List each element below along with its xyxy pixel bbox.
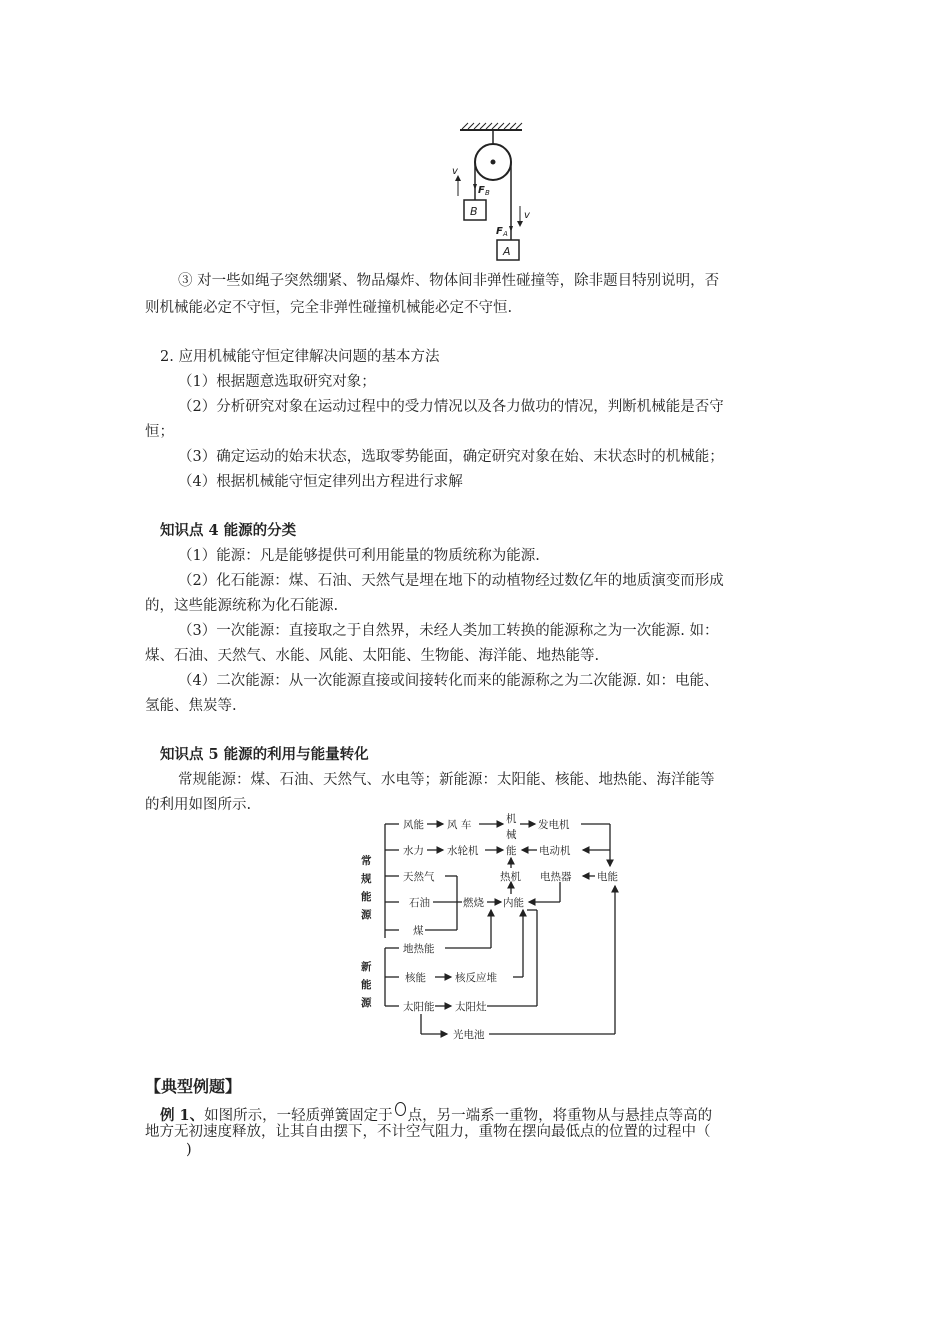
- node-turbine: 水轮机: [447, 845, 479, 857]
- node-motor: 电动机: [539, 845, 571, 857]
- kp5-title: 知识点 5 能源的利用与能量转化: [160, 746, 369, 763]
- node-windmill: 风 车: [447, 819, 472, 831]
- node-generator: 发电机: [538, 819, 570, 831]
- conv-label-0: 常: [361, 855, 372, 867]
- node-solar-stove: 太阳灶: [455, 1001, 487, 1013]
- para3-line2: 则机械能必定不守恒，完全非弹性碰撞机械能必定不守恒.: [145, 300, 513, 316]
- node-heat-engine: 热机: [500, 871, 521, 883]
- pulley-figure: [440, 122, 530, 264]
- section2-item2b: 恒；: [145, 424, 174, 440]
- para3-line1: ③ 对一些如绳子突然绷紧、物品爆炸、物体间非弹性碰撞等，除非题目特别说明，否: [178, 273, 720, 289]
- example1-text-b: 点，另一端系一重物，将重物从与悬挂点等高的: [407, 1108, 713, 1124]
- example1-line2: 地方无初速度释放，让其自由摆下，不计空气阻力，重物在摆向最低点的位置的过程中（: [145, 1124, 711, 1140]
- kp4-title: 知识点 4 能源的分类: [160, 522, 297, 539]
- conv-label-1: 规: [361, 873, 372, 885]
- node-heater: 电热器: [540, 871, 572, 883]
- label-a: A: [503, 245, 511, 258]
- node-wind: 风能: [403, 819, 424, 831]
- node-pv: 光电池: [453, 1029, 485, 1041]
- node-mech-2: 能: [506, 845, 517, 857]
- new-label-2: 源: [361, 997, 372, 1009]
- point-o-symbol: [395, 1102, 406, 1116]
- kp4-l4b: 氢能、焦炭等.: [145, 698, 237, 714]
- label-fb-sub: B: [485, 189, 490, 197]
- conv-label-2: 能: [361, 891, 372, 903]
- section2-item2a: （2）分析研究对象在运动过程中的受力情况以及各力做功的情况，判断机械能是否守: [178, 399, 724, 415]
- node-electric: 电能: [597, 871, 618, 883]
- section2-title: 2. 应用机械能守恒定律解决问题的基本方法: [160, 349, 440, 365]
- example1-label: 例 1、: [160, 1107, 205, 1124]
- node-oil: 石油: [409, 897, 430, 909]
- label-v-left: v: [452, 166, 458, 177]
- label-fa-sub: A: [503, 230, 508, 238]
- kp4-l2b: 的，这些能源统称为化石能源.: [145, 598, 339, 614]
- node-mech-0: 机: [506, 813, 517, 825]
- label-b: B: [470, 205, 478, 218]
- section2-item4: （4）根据机械能守恒定律列出方程进行求解: [178, 474, 463, 490]
- section2-item1: （1）根据题意选取研究对象；: [178, 374, 376, 390]
- node-burn: 燃烧: [463, 897, 484, 909]
- node-nuclear: 核能: [405, 972, 426, 984]
- example1-text-a: 如图所示，一轻质弹簧固定于: [204, 1108, 393, 1124]
- node-geothermal: 地热能: [403, 943, 435, 955]
- kp5-l1: 常规能源：煤、石油、天然气、水电等；新能源：太阳能、核能、地热能、海洋能等: [178, 772, 715, 788]
- kp5-l2: 的利用如图所示.: [145, 797, 252, 813]
- label-fa: F: [496, 226, 503, 237]
- label-v-right: v: [524, 210, 530, 221]
- node-internal: 内能: [503, 897, 524, 909]
- node-coal: 煤: [413, 925, 424, 937]
- new-label-0: 新: [361, 961, 372, 973]
- conv-label-3: 源: [361, 909, 372, 921]
- node-solar: 太阳能: [403, 1001, 435, 1013]
- section2-item3: （3）确定运动的始末状态，选取零势能面，确定研究对象在始、末状态时的机械能；: [178, 449, 724, 465]
- kp4-l1: （1）能源：凡是能够提供可利用能量的物质统称为能源.: [178, 548, 540, 564]
- examples-heading: 【典型例题】: [145, 1077, 242, 1096]
- node-reactor: 核反应堆: [455, 972, 497, 984]
- kp4-l3b: 煤、石油、天然气、水能、风能、太阳能、生物能、海洋能、地热能等.: [145, 648, 600, 664]
- node-mech-1: 械: [506, 829, 517, 841]
- label-fb: F: [478, 185, 485, 196]
- kp4-l2a: （2）化石能源：煤、石油、天然气是埋在地下的动植物经过数亿年的地质演变而形成: [178, 573, 724, 589]
- new-label-1: 能: [361, 979, 372, 991]
- kp4-l4a: （4）二次能源：从一次能源直接或间接转化而来的能源称之为二次能源. 如：电能、: [178, 673, 719, 689]
- energy-diagram: [355, 810, 630, 1045]
- kp4-l3a: （3）一次能源：直接取之于自然界，未经人类加工转换的能源称之为一次能源. 如：: [178, 623, 719, 639]
- node-water: 水力: [403, 845, 424, 857]
- node-gas: 天然气: [403, 871, 435, 883]
- example1-line3: ): [186, 1142, 192, 1158]
